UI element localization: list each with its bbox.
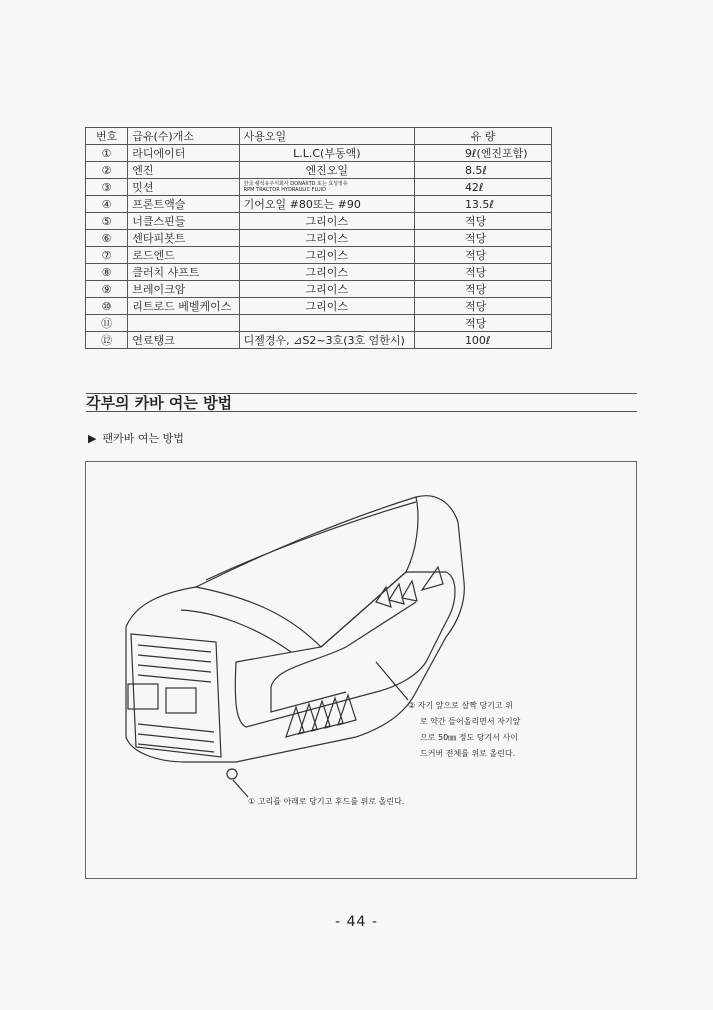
row-amount: 적당 [414, 315, 551, 332]
row-oil-line2: RPM TRACTOR HYDRAULIC FLUID [243, 187, 327, 193]
row-amount: 적당 [414, 298, 551, 315]
row-amount: 적당 [414, 213, 551, 230]
table-row [86, 196, 552, 213]
row-amount: 적당 [414, 281, 551, 298]
row-no: ③ [86, 179, 128, 196]
section-rule-bottom [86, 411, 637, 412]
row-part: 연료탱크 [128, 332, 239, 349]
lubrication-table [85, 127, 552, 349]
row-no: ② [86, 162, 128, 179]
row-oil: 그리이스 [239, 247, 414, 264]
table-row [86, 145, 552, 162]
table-row [86, 230, 552, 247]
row-no: ④ [86, 196, 128, 213]
row-oil: 기어오일 #80또는 #90 [239, 196, 414, 213]
row-oil: 그리이스 [239, 230, 414, 247]
header-amount: 유 량 [414, 128, 551, 145]
triangle-right-icon: ▶ [88, 432, 97, 445]
row-part: 클러치 샤프트 [128, 264, 239, 281]
subhead [88, 430, 184, 446]
table-row [86, 281, 552, 298]
row-part: 라디에이터 [128, 145, 239, 162]
row-part: 브레이크암 [128, 281, 239, 298]
row-no: ⑥ [86, 230, 128, 247]
row-no: ⑧ [86, 264, 128, 281]
row-amount: 100ℓ [414, 332, 551, 349]
table-row [86, 332, 552, 349]
callout-2 [408, 698, 520, 762]
row-oil: 디젤경우, ⊿S2~3호(3호 엄한시) [239, 332, 414, 349]
page-number: - 44 - [335, 914, 378, 930]
hood-figure [85, 461, 637, 879]
row-amount: 적당 [414, 230, 551, 247]
row-no: ⑪ [86, 315, 128, 332]
row-part: 로드엔드 [128, 247, 239, 264]
callout-2-line: 로 약간 들어올리면서 자기앞 [420, 717, 521, 726]
row-oil: 그리이스 [239, 298, 414, 315]
row-part: 엔진 [128, 162, 239, 179]
row-amount: 42ℓ [414, 179, 551, 196]
section-title: 각부의 카바 여는 방법 [86, 394, 233, 412]
header-oil: 사용오일 [239, 128, 414, 145]
row-oil: 그리이스 [239, 281, 414, 298]
callout-2-line: ② 자기 앞으로 살짝 당기고 위 [408, 701, 513, 710]
callout-2-line: 드커버 전체를 위로 올린다. [420, 749, 516, 758]
row-no: ⑤ [86, 213, 128, 230]
header-part: 급유(수)개소 [128, 128, 239, 145]
row-oil-line1: 한국 쉘석유주식회사 DONAXTD 또는 효성정유 [243, 181, 348, 187]
row-amount: 적당 [414, 264, 551, 281]
table-row [86, 179, 552, 196]
table-row [86, 247, 552, 264]
row-oil: 그리이스 [239, 264, 414, 281]
row-part [128, 315, 239, 332]
row-oil: 엔진오일 [239, 162, 414, 179]
row-oil [239, 315, 414, 332]
row-part: 프론트액슬 [128, 196, 239, 213]
row-oil [239, 179, 414, 196]
row-part: 밋션 [128, 179, 239, 196]
row-no: ⑦ [86, 247, 128, 264]
row-no: ⑨ [86, 281, 128, 298]
table-row [86, 298, 552, 315]
row-amount: 8.5ℓ [414, 162, 551, 179]
row-amount: 적당 [414, 247, 551, 264]
table-row [86, 264, 552, 281]
row-oil: L.L.C(부동액) [239, 145, 414, 162]
row-amount: 9ℓ(엔진포함) [414, 145, 551, 162]
row-part: 너클스핀들 [128, 213, 239, 230]
table-row [86, 162, 552, 179]
row-oil: 그리이스 [239, 213, 414, 230]
row-no: ① [86, 145, 128, 162]
row-no: ⑩ [86, 298, 128, 315]
row-no: ⑫ [86, 332, 128, 349]
table-row [86, 213, 552, 230]
row-part: 센타피봇트 [128, 230, 239, 247]
header-no: 번호 [86, 128, 128, 145]
table-header-row [86, 128, 552, 145]
tractor-hood-illustration [86, 462, 636, 878]
callout-2-line: 으로 50㎜ 정도 당겨서 사이 [420, 733, 518, 742]
row-amount: 13.5ℓ [414, 196, 551, 213]
subhead-text: 팬카바 여는 방법 [102, 432, 184, 445]
callout-1: ① 고리를 아래로 당기고 후드를 위로 올린다. [248, 797, 405, 806]
table-row [86, 315, 552, 332]
row-part: 리트로드 베벨케이스 [128, 298, 239, 315]
